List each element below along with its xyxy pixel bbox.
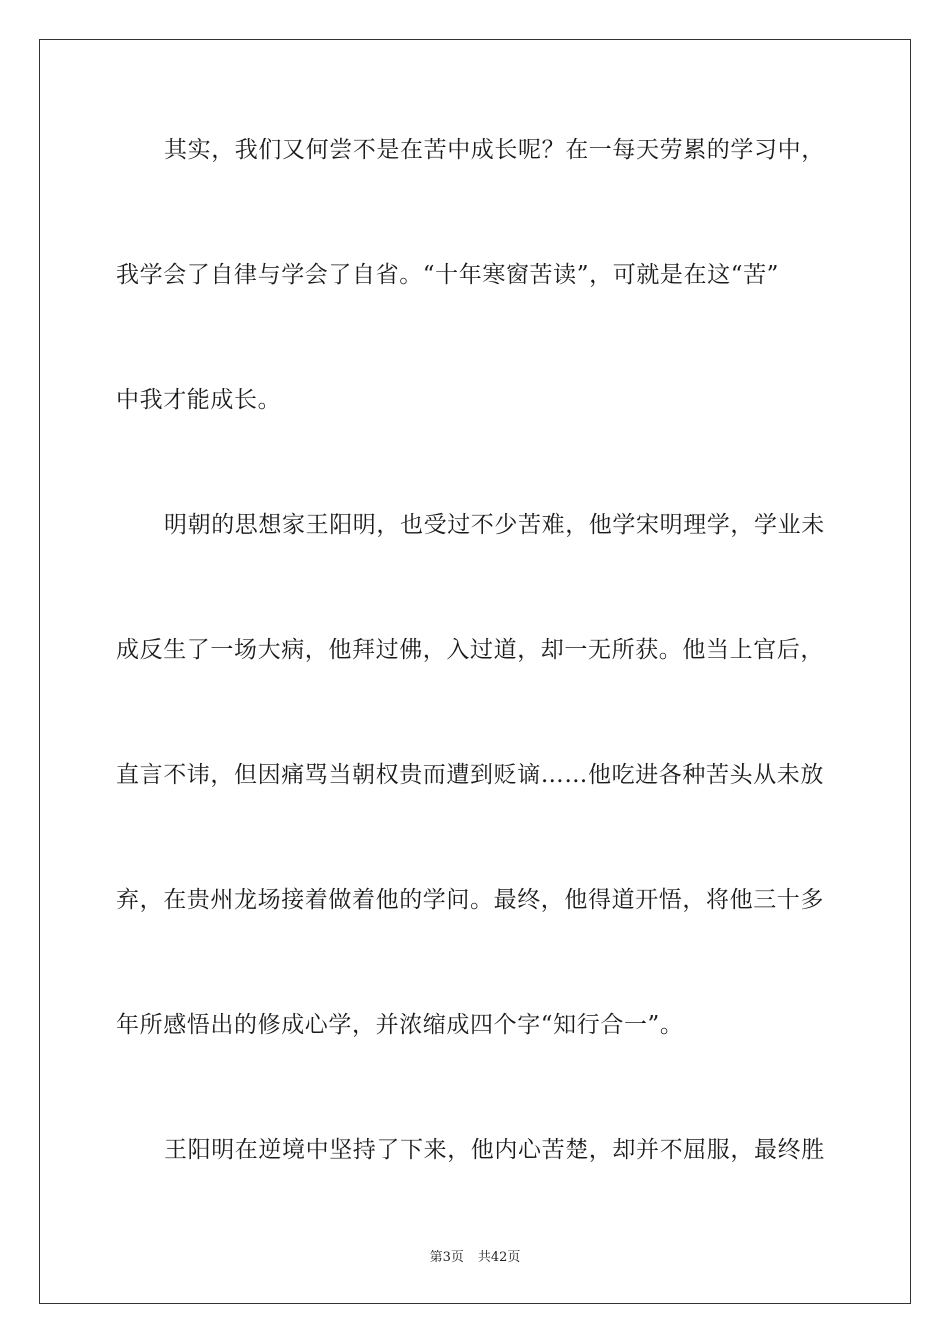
paragraph-3-line-1: 王阳明在逆境中坚持了下来，他内心苦楚，却并不屈服，最终胜 (164, 1137, 825, 1163)
paragraph-2-line-4: 弃，在贵州龙场接着做着他的学问。最终，他得道开悟，将他三十多 (116, 887, 824, 913)
paragraph-2-line-5: 年所感悟出的修成心学，并浓缩成四个字“知行合一”。 (116, 1012, 684, 1038)
paragraph-2-line-1: 明朝的思想家王阳明，也受过不少苦难，他学宋明理学，学业未 (164, 512, 825, 538)
page-footer (0, 1249, 950, 1267)
paragraph-2-line-2: 成反生了一场大病，他拜过佛，入过道，却一无所获。他当上官后， (116, 637, 824, 663)
paragraph-1-line-2: 我学会了自律与学会了自省。“十年寒窗苦读”，可就是在这“苦” (116, 262, 780, 288)
paragraph-1-line-1: 其实，我们又何尝不是在苦中成长呢？在一每天劳累的学习中， (164, 137, 825, 163)
page-frame (39, 39, 911, 1304)
paragraph-2-line-3: 直言不讳，但因痛骂当朝权贵而遭到贬谪……他吃进各种苦头从未放 (116, 762, 824, 788)
page-number: 第3页 (429, 1250, 464, 1265)
paragraph-1-line-3: 中我才能成长。 (116, 387, 282, 413)
page-total: 共42页 (477, 1250, 521, 1265)
